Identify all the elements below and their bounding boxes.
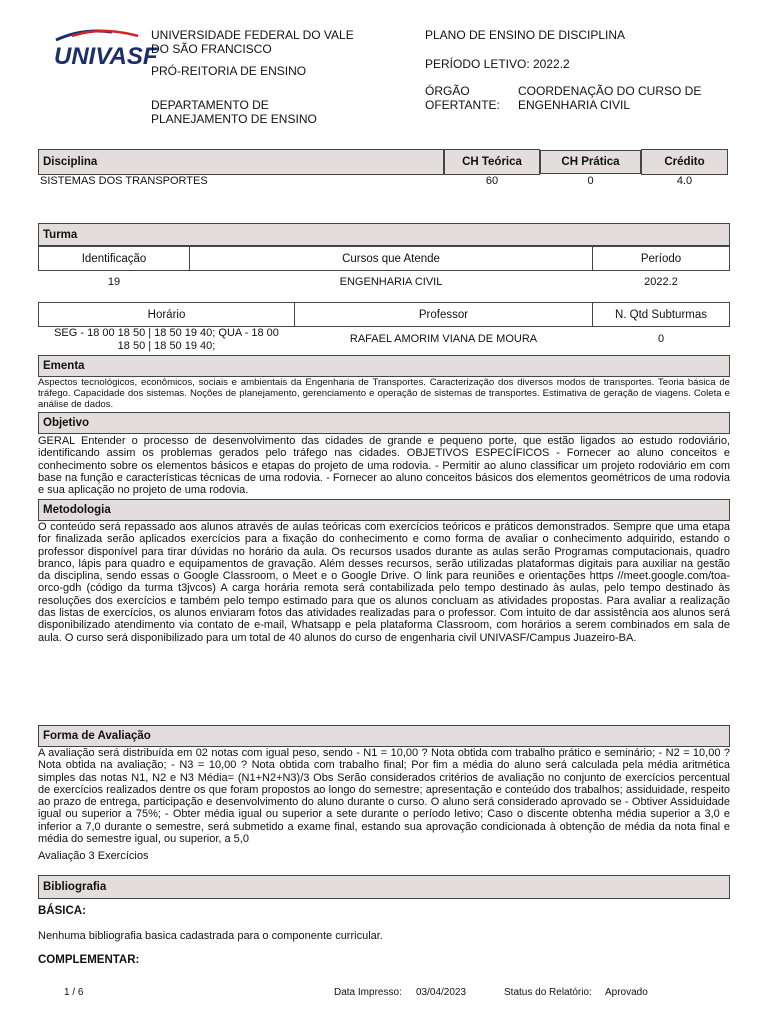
subturmas-value: 0 (657, 333, 665, 345)
ch-teorica-value: 60 (485, 175, 499, 187)
periodo-value-turma: 2022.2 (644, 276, 678, 288)
plan-title: PLANO DE ENSINO DE DISCIPLINA (425, 28, 626, 42)
avaliacao-header: Forma de Avaliação (38, 725, 730, 747)
avaliacao-text: A avaliação será distribuída em 02 notas com igual peso, sendo - N1 = 10,00 ? Nota obtida com trabalho prático e seminário; - N2 = 10,00 ? Nota obtida na avaliação; - N3 = 10,00 ? Nota obtida com trabalho final; Por fim a média do aluno será calculada pela média aritmética simples das notas N1, N2 e N3 Média= (N1+N2+N3)/3 Obs Serão considerados critérios de avaliação no conjunto de exercícios percentual de exercícios realizados dentre os que foram propostos ao longo do semestre; apresentação e conteúdo dos trabalhos; assiduidade, respeito ao prazo de entrega, participação e desenvolvimento do aluno durante o curso. O aluno será considerado aprovado se - Obtiver Assiduidade igual ou superior a 75%; - Obter média igual ou superior a sete durante o período letivo; Caso o discente obtenha média superior a 3,0 e inferior a 7,0 durante o semestre, será submetido a exame final, estando sua aprovação condicionada à obtenção de média da nota final e média do semestre igual, ou superior, a 5,0 (38, 747, 730, 846)
periodo-header: Período (592, 246, 730, 271)
avaliacao-extra: Avaliação 3 Exercícios (38, 850, 149, 862)
identificacao-value: 19 (107, 276, 121, 288)
ementa-text: Aspectos tecnológicos, econômicos, sociais e ambientais da Engenharia de Transportes. Caracterização dos diversos modos de transportes. Teoria básica de tráfego. Capacidade dos sistemas. Noções de planejamento, gerenciamento e operação de sistemas de transportes. Estimativa de geração de viagens. Coleta e análise de dados. (38, 377, 730, 411)
department-name: DEPARTAMENTO DE PLANEJAMENTO DE ENSINO (151, 98, 317, 126)
horario-header: Horário (38, 302, 295, 327)
turma-header: Turma (38, 223, 730, 246)
svg-text:UNIVASF: UNIVASF (54, 43, 158, 70)
pro-reitoria: PRÓ-REITORIA DE ENSINO (151, 64, 307, 78)
cursos-header: Cursos que Atende (189, 246, 593, 271)
university-name: UNIVERSIDADE FEDERAL DO VALE DO SÃO FRANCISCO (151, 28, 354, 56)
subturmas-header: N. Qtd Subturmas (592, 302, 730, 327)
bibliografia-header: Bibliografia (38, 875, 730, 899)
objetivo-header: Objetivo (38, 412, 730, 434)
status-label: Status do Relatório: (504, 987, 592, 998)
objetivo-text: GERAL Entender o processo de desenvolvimento das cidades de grande e pequeno porte, que estão ligados ao estudo rodoviário, identificando assim os problemas gerados pelo tráfego nas cidades. OBJETIVOS ESPECÍFICOS - Fornecer ao aluno conceitos e conhecimento sobre os elementos básicos e etapas do projeto de uma rodovia. - Permitir ao aluno classificar um projeto rodoviário em com base na função e características técnicas de uma rodovia. - Fornecer ao aluno conceitos básicos dos elementos geométricos de uma rodovia e sua aplicação no projeto de uma rodovia. (38, 435, 730, 497)
professor-header: Professor (294, 302, 593, 327)
credito-header: Crédito (641, 149, 728, 175)
orgao-value: COORDENAÇÃO DO CURSO DE ENGENHARIA CIVIL (518, 84, 702, 112)
data-impresso-value: 03/04/2023 (416, 987, 467, 998)
periodo-label: PERÍODO LETIVO: (425, 57, 530, 71)
horario-value: SEG - 18 00 18 50 | 18 50 19 40; QUA - 18 00 18 50 | 18 50 19 40; (54, 327, 279, 352)
basica-label: BÁSICA: (38, 905, 86, 917)
metodologia-header: Metodologia (38, 499, 730, 521)
basica-text: Nenhuma bibliografia basica cadastrada para o componente curricular. (38, 930, 383, 942)
status-value: Aprovado (605, 987, 648, 998)
ch-pratica-header: CH Prática (540, 150, 641, 174)
metodologia-text: O conteúdo será repassado aos alunos através de aulas teóricas com exercícios teóricos e práticos demonstrados. Sempre que uma etapa for finalizada serão aplicados exercícios para a fixação do conhecimento e como forma de avaliar o conhecimento adquirido, estando o professor disponível para tirar dúvidas no horário da aula. Os recursos usados durante as aulas serão Programas computacionais, quadro branco, lápis para quadro e equipamentos de gravação. Além desses recursos, serão utilizadas plataformas digitais para auxiliar na gestão da disciplina, sendo essas o Google Classroom, o Meet e o Google Drive. O link para reuniões e orientações https //meet.google.com/toa-orco-gdh (código da turma t3jvcos) A carga horária remota será contabilizada pelo tempo destinado às aulas, pelo tempo destinado às resoluções dos exercícios e também pelo tempo estimado para que os alunos concluam as atividades propostas. Para avaliar a realização das listas de exercícios, os alunos enviaram fotos das atividades realizadas para o professor. Com intuito de dar assistência aos alunos será disponibilizado atendimento via contato de e-mail, Whatsapp e pela plataforma Classroom, com horários a serem combinados em sala de aula. O curso será disponibilizado para um total de 40 alunos do curso de engenharia civil UNIVASF/Campus Juazeiro-BA. (38, 521, 730, 644)
professor-value: RAFAEL AMORIM VIANA DE MOURA (349, 333, 538, 345)
identificacao-header: Identificação (38, 246, 190, 271)
ch-teorica-header: CH Teórica (444, 149, 540, 175)
periodo-value: 2022.2 (533, 57, 570, 71)
data-impresso-label: Data Impresso: (334, 987, 402, 998)
ementa-header: Ementa (38, 355, 730, 377)
orgao-label: ÓRGÃO OFERTANTE: (425, 84, 500, 112)
ch-pratica-value: 0 (587, 175, 594, 187)
disciplina-header: Disciplina (38, 149, 444, 175)
complementar-label: COMPLEMENTAR: (38, 954, 140, 966)
disciplina-value: SISTEMAS DOS TRANSPORTES (40, 175, 208, 187)
cursos-value: ENGENHARIA CIVIL (339, 276, 443, 288)
univasf-logo (52, 26, 158, 74)
credito-value: 4.0 (676, 175, 693, 187)
page-number: 1 / 6 (64, 987, 84, 998)
